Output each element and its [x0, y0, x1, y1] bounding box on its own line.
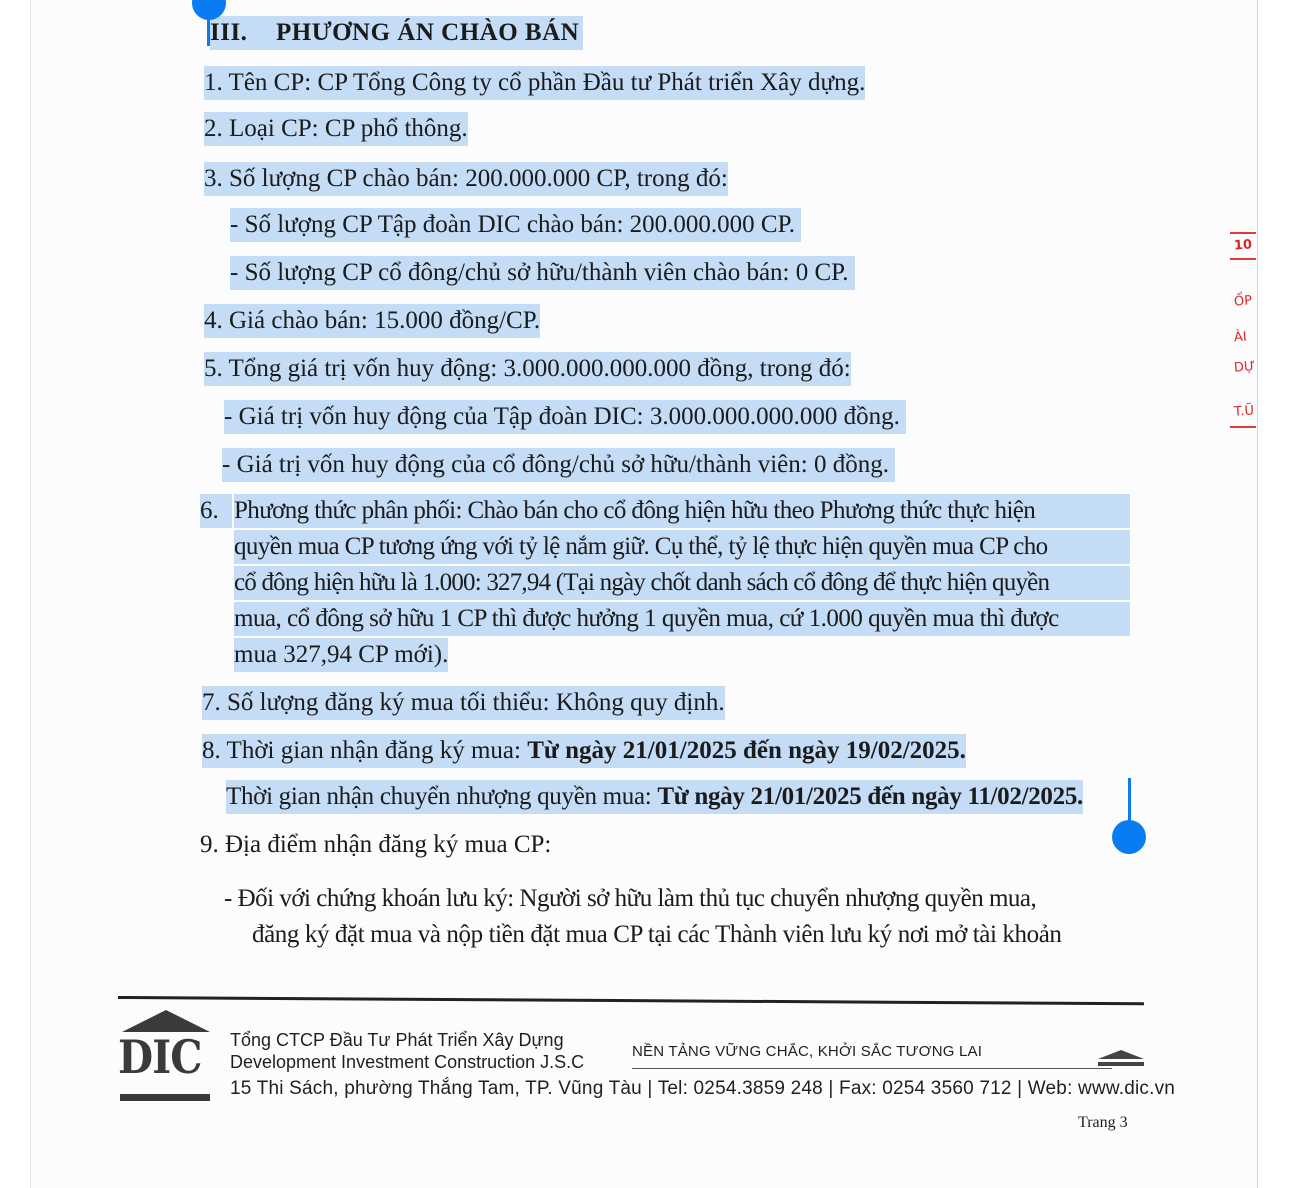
section-number: III. — [210, 19, 248, 46]
item-8-dates: Từ ngày 21/01/2025 đến ngày 19/02/2025. — [527, 737, 966, 764]
roof-icon-base — [1098, 1062, 1144, 1066]
stamp-text: ỔP — [1233, 293, 1253, 310]
red-stamp-mark — [1228, 232, 1258, 432]
stamp-text: ÀI — [1233, 329, 1248, 346]
section-title: PHƯƠNG ÁN CHÀO BÁN — [276, 19, 580, 46]
item-5: 5. Tổng giá trị vốn huy động: 3.000.000.000.000 đồng, trong đó: — [204, 352, 851, 386]
slogan-underline — [632, 1068, 1112, 1069]
item-4: 4. Giá chào bán: 15.000 đồng/CP. — [204, 304, 540, 338]
stamp-text: DỰ — [1233, 359, 1256, 376]
item-6-line-2: quyền mua CP tương ứng với tỷ lệ nắm giữ. Cụ thể, tỷ lệ thực hiện quyền mua CP cho — [234, 530, 1130, 564]
selection-caret-end — [1128, 778, 1131, 824]
item-6-line-1: Phương thức phân phối: Chào bán cho cổ đông hiện hữu theo Phương thức thực hiện — [234, 494, 1130, 528]
footer-slogan: NỀN TẢNG VỮNG CHẮC, KHỞI SẮC TƯƠNG LAI — [632, 1043, 983, 1060]
item-5-sub-1: - Giá trị vốn huy động của Tập đoàn DIC: 3.000.000.000.000 đồng. — [224, 400, 906, 434]
footer-company-vi: Tổng CTCP Đầu Tư Phát Triển Xây Dựng — [230, 1030, 564, 1050]
item-2: 2. Loại CP: CP phổ thông. — [204, 112, 468, 146]
stamp-bar — [1230, 258, 1256, 260]
item-6-number: 6. — [200, 494, 232, 528]
stamp-text: T.Ũ — [1233, 403, 1255, 420]
item-8-label: 8. Thời gian nhận đăng ký mua: — [202, 737, 528, 764]
item-5-sub-2: - Giá trị vốn huy động của cổ đông/chủ sở hữu/thành viên: 0 đồng. — [222, 448, 895, 482]
item-6-line-4: mua, cổ đông sở hữu 1 CP thì được hưởng 1 quyền mua, cứ 1.000 quyền mua thì được — [234, 602, 1130, 636]
item-9: 9. Địa điểm nhận đăng ký mua CP: — [200, 831, 552, 858]
selection-handle-end[interactable] — [1112, 820, 1146, 854]
logo-base — [120, 1094, 210, 1101]
footer-address: 15 Thi Sách, phường Thắng Tam, TP. Vũng Tàu | Tel: 0254.3859 248 | Fax: 0254 3560 712 | Web: www.dic.vn — [230, 1078, 1176, 1099]
item-8-transfer-label: Thời gian nhận chuyển nhượng quyền mua: — [226, 783, 658, 810]
roof-icon — [1098, 1050, 1144, 1059]
item-6-line-3: cổ đông hiện hữu là 1.000: 327,94 (Tại ngày chốt danh sách cổ đông để thực hiện quyền — [234, 566, 1130, 600]
page-number: Trang 3 — [1078, 1114, 1128, 1131]
section-heading — [210, 16, 583, 50]
item-3: 3. Số lượng CP chào bán: 200.000.000 CP, trong đó: — [204, 162, 728, 196]
logo-roof-icon — [122, 1010, 210, 1032]
item-9-sub-1-line-1: - Đối với chứng khoán lưu ký: Người sở hữu làm thủ tục chuyển nhượng quyền mua, — [224, 885, 1037, 912]
item-1: 1. Tên CP: CP Tổng Công ty cổ phần Đầu tư Phát triển Xây dựng. — [204, 66, 865, 100]
item-7: 7. Số lượng đăng ký mua tối thiểu: Không quy định. — [202, 686, 725, 720]
item-3-sub-1: - Số lượng CP Tập đoàn DIC chào bán: 200.000.000 CP. — [230, 208, 801, 242]
item-8-transfer-dates: Từ ngày 21/01/2025 đến ngày 11/02/2025. — [657, 783, 1083, 810]
item-9-sub-1-line-2: đăng ký đặt mua và nộp tiền đặt mua CP tại các Thành viên lưu ký nơi mở tài khoản — [252, 921, 1062, 948]
logo-text: DIC — [118, 1030, 202, 1084]
item-3-sub-2: - Số lượng CP cổ đông/chủ sở hữu/thành viên chào bán: 0 CP. — [230, 256, 855, 290]
item-8-transfer — [226, 780, 1083, 814]
stamp-bar — [1230, 426, 1256, 428]
item-6-line-5: mua 327,94 CP mới). — [234, 638, 448, 672]
stamp-text: 10 — [1233, 237, 1253, 254]
stamp-bar — [1230, 232, 1256, 234]
dic-logo — [118, 1010, 212, 1102]
item-8 — [202, 734, 966, 768]
footer-company-en: Development Investment Construction J.S.C — [230, 1052, 585, 1072]
